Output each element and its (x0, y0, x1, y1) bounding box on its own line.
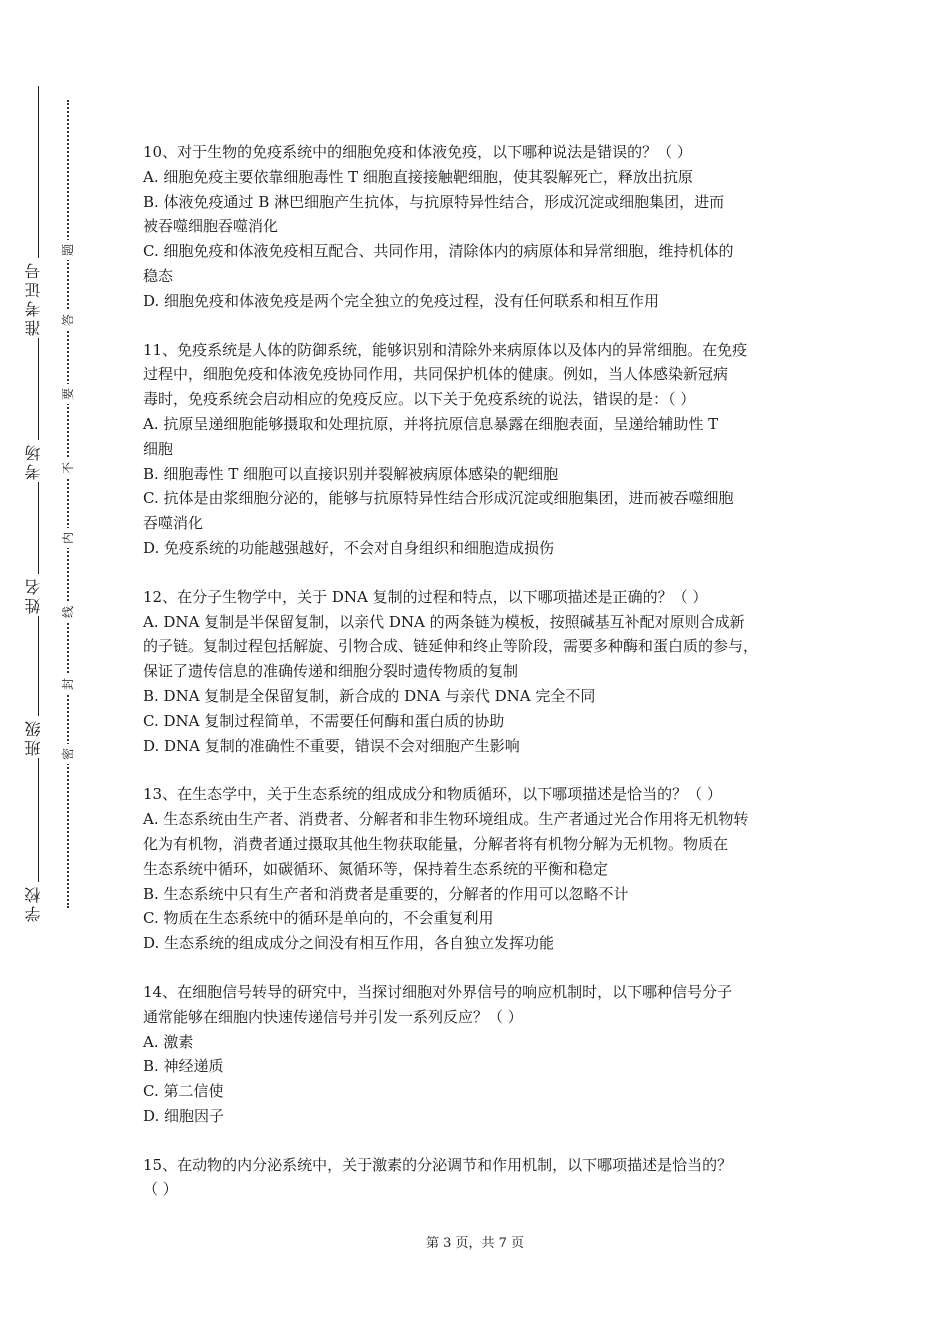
seal-char: 封 (60, 674, 76, 694)
option-a-cont: 化为有机物，消费者通过摄取其他生物获取能量，分解者将有机物分解为无机物。物质在 (143, 834, 729, 853)
seal-char: 密 (60, 744, 76, 764)
question-stem: 15、在动物的内分泌系统中，关于激素的分泌调节和作用机制，以下哪项描述是恰当的？ (143, 1155, 733, 1174)
option-c: C. 细胞免疫和体液免疫相互配合、共同作用，清除体内的病原体和异常细胞，维持机体的 (143, 242, 734, 261)
seal-char: 内 (60, 528, 76, 548)
question-14 (143, 980, 833, 1129)
seal-char: 线 (60, 602, 76, 622)
seal-char: 不 (60, 458, 76, 478)
seal-char: 题 (60, 240, 76, 260)
question-10 (143, 140, 833, 314)
question-stem-cont: 通常能够在细胞内快速传递信号并引发一系列反应？（ ） (143, 1007, 523, 1026)
question-12 (143, 585, 833, 759)
option-c: C. 第二信使 (143, 1082, 224, 1101)
field-label-class: 班级 (22, 716, 56, 758)
option-a-cont: 保证了遗传信息的准确传递和细胞分裂时遗传物质的复制 (143, 662, 519, 681)
option-c: C. 物质在生态系统中的循环是单向的，不会重复利用 (143, 909, 494, 928)
option-d: D. 细胞因子 (143, 1106, 225, 1125)
option-a-cont: 生态系统中循环，如碳循环、氮循环等，保持着生态系统的平衡和稳定 (143, 859, 609, 878)
option-b: B. 体液免疫通过 B 淋巴细胞产生抗体，与抗原特异性结合，形成沉淀或细胞集团，进而 (143, 192, 725, 211)
option-b: B. 生态系统中只有生产者和消费者是重要的，分解者的作用可以忽略不计 (143, 884, 629, 903)
question-stem-cont: 过程中，细胞免疫和体液免疫协同作用，共同保护机体的健康。例如，当人体感染新冠病 (143, 365, 729, 384)
option-b: B. DNA 复制是全保留复制，新合成的 DNA 与亲代 DNA 完全不同 (143, 686, 596, 705)
binding-solid-line (38, 86, 39, 906)
option-a: A. 生态系统由生产者、消费者、分解者和非生物环境组成。生产者通过光合作用将无机物转 (143, 810, 749, 829)
question-list (143, 140, 833, 1226)
question-stem: 11、免疫系统是人体的防御系统，能够识别和清除外来病原体以及体内的异常细胞。在免疫 (143, 340, 748, 359)
question-stem: 10、对于生物的免疫系统中的细胞免疫和体液免疫，以下哪种说法是错误的？（ ） (143, 143, 692, 161)
question-11 (143, 338, 833, 561)
seal-char: 答 (60, 310, 76, 330)
binding-margin (0, 0, 110, 1344)
option-a: A. DNA 复制是半保留复制，以亲代 DNA 的两条链为模板，按照碱基互补配对原则合成新 (143, 612, 745, 631)
option-b: B. 细胞毒性 T 细胞可以直接识别并裂解被病原体感染的靶细胞 (143, 464, 559, 483)
field-label-name: 姓名 (22, 574, 56, 616)
field-label-exam-room: 考场 (22, 440, 56, 482)
question-stem: 14、在细胞信号转导的研究中，当探讨细胞对外界信号的响应机制时，以下哪种信号分子 (143, 982, 733, 1001)
question-stem: 12、在分子生物学中，关于 DNA 复制的过程和特点，以下哪项描述是正确的？（ ） (143, 587, 708, 606)
option-a: A. 细胞免疫主要依靠细胞毒性 T 细胞直接接触靶细胞，使其裂解死亡，释放出抗原 (143, 167, 693, 186)
option-d: D. 免疫系统的功能越强越好，不会对自身组织和细胞造成损伤 (143, 538, 555, 557)
option-b: B. 神经递质 (143, 1057, 224, 1076)
seal-char: 要 (60, 384, 76, 404)
question-stem-cont: （ ） (143, 1180, 178, 1199)
question-stem: 13、在生态学中，关于生态系统的组成成分和物质循环，以下哪项描述是恰当的？（ ） (143, 785, 722, 804)
option-d: D. DNA 复制的准确性不重要，错误不会对细胞产生影响 (143, 736, 520, 755)
option-d: D. 细胞免疫和体液免疫是两个完全独立的免疫过程，没有任何联系和相互作用 (143, 291, 660, 310)
option-a-cont: 的子链。复制过程包括解旋、引物合成、链延伸和终止等阶段，需要多种酶和蛋白质的参与， (143, 637, 759, 656)
field-label-exam-id: 准考证号 (22, 258, 56, 338)
option-c: C. 抗体是由浆细胞分泌的，能够与抗原特异性结合形成沉淀或细胞集团，进而被吞噬细胞 (143, 489, 734, 508)
option-c-cont: 稳态 (143, 266, 174, 285)
page-number: 第 3 页，共 7 页 (425, 1236, 525, 1251)
option-a-cont: 细胞 (143, 439, 174, 458)
binding-dotted-line (67, 100, 69, 908)
option-b-cont: 被吞噬细胞吞噬消化 (143, 217, 279, 236)
option-a: A. 抗原呈递细胞能够摄取和处理抗原，并将抗原信息暴露在细胞表面，呈递给辅助性 T (143, 414, 719, 433)
question-stem-cont: 毒时，免疫系统会启动相应的免疫反应。以下关于免疫系统的说法，错误的是：（ ） (143, 390, 696, 409)
option-c: C. DNA 复制过程简单，不需要任何酶和蛋白质的协助 (143, 711, 505, 730)
question-13 (143, 782, 833, 956)
question-15 (143, 1153, 833, 1203)
field-label-school: 学校 (22, 882, 56, 924)
option-c-cont: 吞噬消化 (143, 514, 204, 533)
option-d: D. 生态系统的组成成分之间没有相互作用，各自独立发挥功能 (143, 934, 555, 953)
option-a: A. 激素 (143, 1032, 194, 1051)
